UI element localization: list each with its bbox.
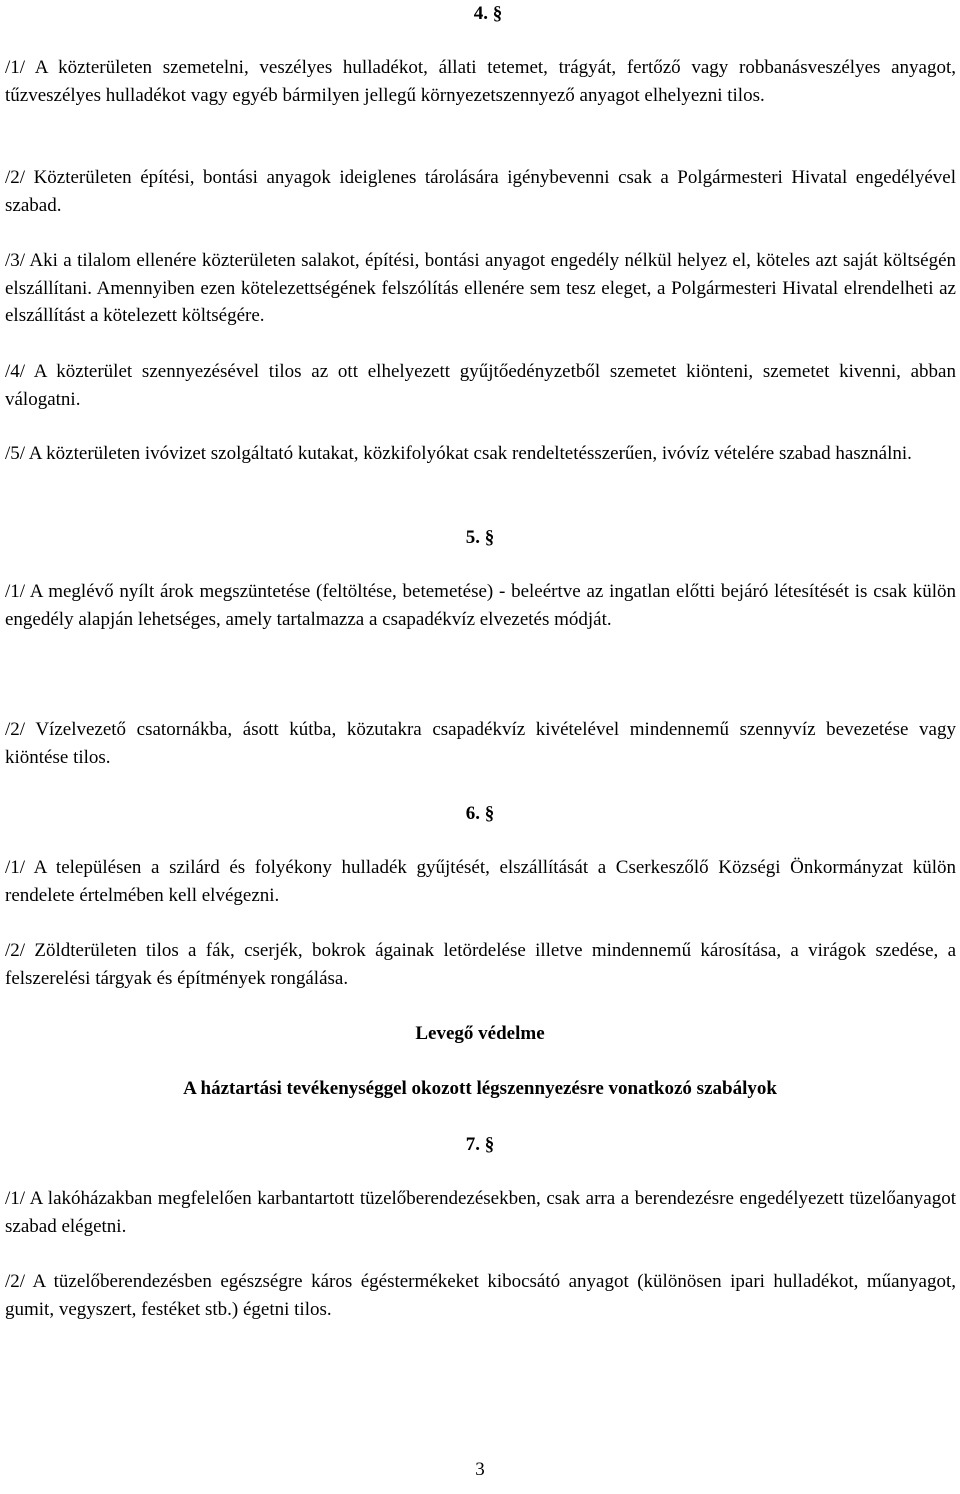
section-5-paragraph-1: /1/ A meglévő nyílt árok megszüntetése (feltöltése, betemetése) - beleértve az ingatlan előtti bejáró létesítését is csak külön engedély alapján lehetséges, amely tartalmazza a csapadékvíz elvezetés módját. <box>5 581 956 630</box>
section-6-paragraph-1: /1/ A településen a szilárd és folyékony hulladék gyűjtését, elszállítását a Cserkeszőlő Községi Önkormányzat külön rendelete értelmében kell elvégezni. <box>5 857 956 906</box>
section-4-paragraph-5: /5/ A közterületen ivóvizet szolgáltató kutakat, közkifolyókat csak rendeltetésszerűen, ivóvíz vételére szabad használni. <box>5 443 912 464</box>
section-6-heading: 6. § <box>465 803 495 824</box>
section-4-paragraph-3: /3/ Aki a tilalom ellenére közterületen salakot, építési, bontási anyagot engedély nélkül helyez el, köteles azt saját költségén elszállítani. Amennyiben ezen kötelezettségének felszólítás ellenére sem tesz eleget, a Polgármesteri Hivatal elrendelheti az elszállítást a kötelezett költségére. <box>5 250 956 326</box>
air-protection-title: Levegő védelme <box>415 1023 545 1044</box>
section-4-heading: 4. § <box>473 3 503 24</box>
page-number: 3 <box>475 1459 485 1480</box>
section-4-paragraph-1: /1/ A közterületen szemetelni, veszélyes hulladékot, állati tetemet, trágyát, fertőző vagy robbanásveszélyes anyagot, tűzveszélyes hulladékot vagy egyéb bármilyen jellegű környezetszennyező anyagot elhelyezni tilos. <box>5 57 956 106</box>
section-6-paragraph-2: /2/ Zöldterületen tilos a fák, cserjék, bokrok ágainak letördelése illetve mindennemű károsítása, a virágok szedése, a felszerelési tárgyak és építmények rongálása. <box>5 940 956 989</box>
section-5-paragraph-2: /2/ Vízelvezető csatornákba, ásott kútba, közutakra csapadékvíz kivételével mindennemű szennyvíz bevezetése vagy kiöntése tilos. <box>5 719 956 768</box>
section-7-heading: 7. § <box>465 1134 495 1155</box>
section-7-paragraph-1: /1/ A lakóházakban megfelelően karbantartott tüzelőberendezésekben, csak arra a berendezésre engedélyezett tüzelőanyagot szabad elégetni. <box>5 1188 956 1237</box>
household-pollution-subtitle: A háztartási tevékenységgel okozott légszennyezésre vonatkozó szabályok <box>183 1078 777 1099</box>
section-7-paragraph-2: /2/ A tüzelőberendezésben egészségre káros égéstermékeket kibocsátó anyagot (különösen ipari hulladékot, műanyagot, gumit, vegyszert, festéket stb.) égetni tilos. <box>5 1271 956 1320</box>
section-4-paragraph-4: /4/ A közterület szennyezésével tilos az ott elhelyezett gyűjtőedényzetből szemetet kiönteni, szemetet kivenni, abban válogatni. <box>5 361 956 410</box>
section-4-paragraph-2: /2/ Közterületen építési, bontási anyagok ideiglenes tárolására igénybevenni csak a Polgármesteri Hivatal engedélyével szabad. <box>5 167 956 216</box>
section-5-heading: 5. § <box>465 527 495 548</box>
